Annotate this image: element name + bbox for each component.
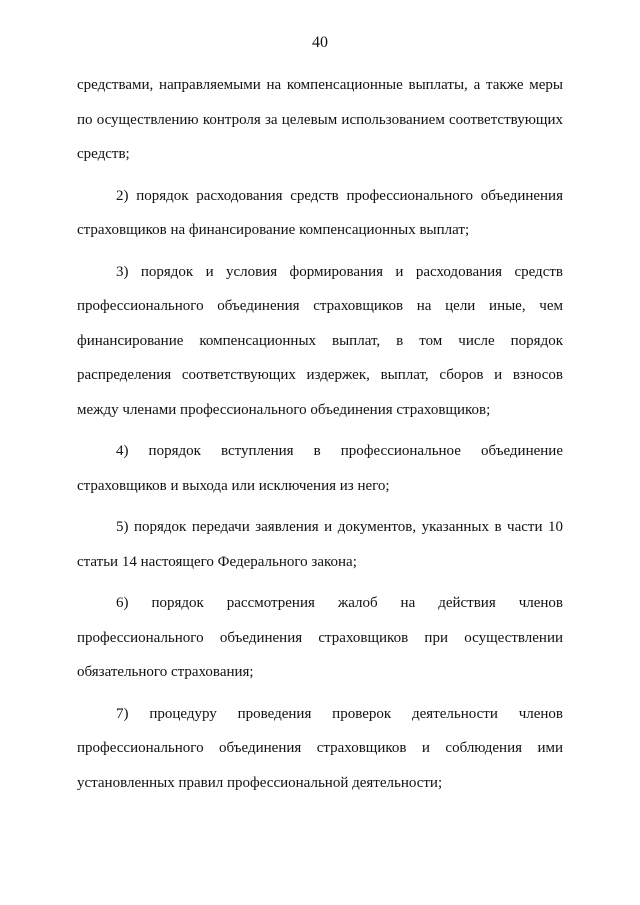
text-line: обязательного страхования; <box>77 664 254 680</box>
text-line: финансирование компенсационных выплат, в том числе порядок <box>77 332 563 349</box>
text-line: между членами профессионального объединения страховщиков; <box>77 401 491 418</box>
text-line: статьи 14 настоящего Федерального закона; <box>77 553 357 570</box>
paragraph-item-5 <box>77 510 563 579</box>
text-line: по осуществлению контроля за целевым использованием соответствующих <box>77 111 563 128</box>
paragraph-1 <box>77 68 563 172</box>
text-line: 6) порядок рассмотрения жалоб на действия членов <box>116 595 563 611</box>
text-line: страховщиков на финансирование компенсационных выплат; <box>77 222 470 238</box>
text-line: 2) порядок расходования средств профессионального объединения <box>116 187 563 204</box>
text-line: средств; <box>77 146 130 162</box>
paragraph-item-2 <box>77 179 563 248</box>
text-line: распределения соответствующих издержек, выплат, сборов и взносов <box>77 367 563 383</box>
paragraph-item-4 <box>77 434 563 503</box>
text-line: профессионального объединения страховщиков при осуществлении <box>77 629 563 646</box>
document-body <box>77 68 563 800</box>
text-line: профессионального объединения страховщиков и соблюдения ими <box>77 740 563 756</box>
text-line: установленных правил профессиональной деятельности; <box>77 774 443 791</box>
text-line: 3) порядок и условия формирования и расходования средств <box>116 263 563 280</box>
paragraph-item-3 <box>77 255 563 428</box>
text-line: 7) процедуру проведения проверок деятельности членов <box>116 705 563 722</box>
text-line: страховщиков и выхода или исключения из него; <box>77 477 390 494</box>
text-line: 5) порядок передачи заявления и документов, указанных в части 10 <box>116 519 563 535</box>
text-line: 4) порядок вступления в профессиональное объединение <box>116 443 563 459</box>
paragraph-item-7 <box>77 697 563 801</box>
text-line: средствами, направляемыми на компенсационные выплаты, а также меры <box>77 77 563 93</box>
paragraph-item-6 <box>77 586 563 690</box>
text-line: профессионального объединения страховщиков на цели иные, чем <box>77 298 563 314</box>
page-number: 40 <box>312 34 328 51</box>
